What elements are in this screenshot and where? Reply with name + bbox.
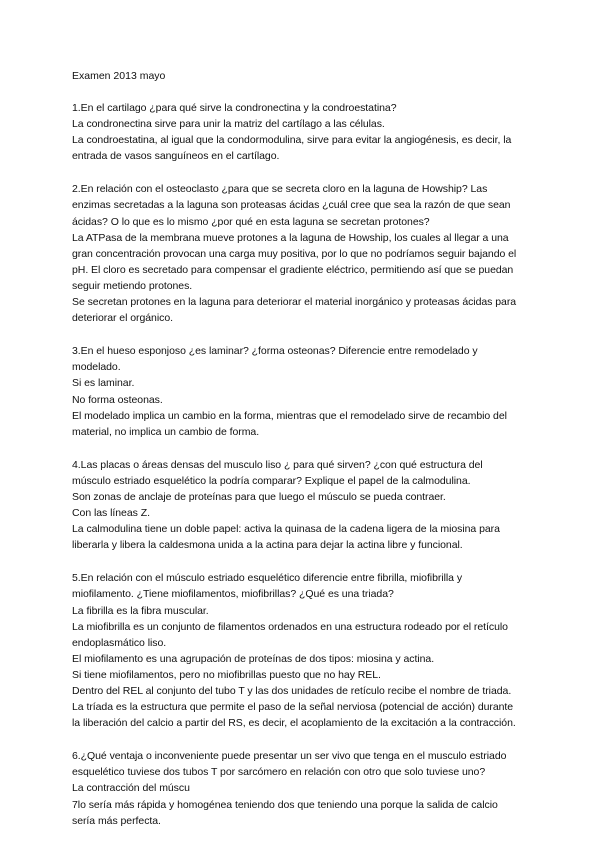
answer-text-line: pH. El cloro es secretado para compensar el gradiente eléctrico, permitiendo así que se puedan xyxy=(72,263,514,276)
question-text-line: 6.¿Qué ventaja o inconveniente puede presentar un ser vivo que tenga en el musculo estriado xyxy=(72,750,507,763)
answer-text-line: liberarla y libera la caldesmona unida a la actina para dejar la actina libre y funcional. xyxy=(72,539,463,552)
answer-text-line: Si tiene miofilamentos, pero no miofibrillas puesto que no hay REL. xyxy=(72,668,381,681)
answer-text-line: músculo estriado esquelético la podría comparar? Explique el papel de la calmodulina. xyxy=(72,474,471,487)
answer-text-line: Con las líneas Z. xyxy=(72,507,150,520)
question-block xyxy=(72,570,532,731)
answer-text-line: La condroestatina, al igual que la condormodulina, sirve para evitar la angiogénesis, es decir, la xyxy=(72,134,512,147)
question-block xyxy=(72,457,532,554)
answer-text-line: Dentro del REL al conjunto del tubo T y las dos unidades de retículo recibe el nombre de triada. xyxy=(72,685,512,697)
question-block xyxy=(72,100,532,164)
answer-text-line: La tríada es la estructura que permite el paso de la señal nerviosa (potencial de acción) durante xyxy=(72,701,514,714)
question-list xyxy=(72,100,532,829)
answer-text-line: La miofibrilla es un conjunto de filamentos ordenados en una estructura rodeado por el retículo xyxy=(72,620,508,633)
answer-text-line: modelado. xyxy=(72,361,121,374)
answer-text-line: miofilamento. ¿Tiene miofilamentos, miofibrillas? ¿Qué es una triada? xyxy=(72,588,394,601)
answer-text-line: entrada de vasos sanguíneos en el cartílago. xyxy=(72,150,280,163)
document-title: Examen 2013 mayo xyxy=(72,70,166,82)
answer-text-line: gran concentración provocan una carga muy positiva, por lo que no podríamos seguir bajando el xyxy=(72,247,517,260)
answer-text-line: La fibrilla es la fibra muscular. xyxy=(72,604,209,617)
question-block xyxy=(72,343,532,440)
answer-text-line: 7lo sería más rápida y homogénea teniendo dos que teniendo una porque la salida de calcio xyxy=(72,798,498,811)
answer-text-line: La condronectina sirve para unir la matriz del cartílago a las células. xyxy=(72,118,385,131)
answer-text-line: endoplasmático liso. xyxy=(72,636,167,649)
question-text-line: 2.En relación con el osteoclasto ¿para que se secreta cloro en la laguna de Howship? Las xyxy=(72,183,488,196)
answer-text-line: seguir metiendo protones. xyxy=(72,279,193,292)
question-block xyxy=(72,181,532,326)
question-block xyxy=(72,748,532,828)
answer-text-line: Si es laminar. xyxy=(72,377,135,390)
answer-text-line: La contracción del múscu xyxy=(72,782,190,795)
question-text-line: 5.En relación con el músculo estriado esquelético diferencie entre fibrilla, miofibrilla y xyxy=(72,572,463,585)
answer-text-line: Se secretan protones en la laguna para deteriorar el material inorgánico y proteasas ácidas para xyxy=(72,296,517,309)
answer-text-line: La ATPasa de la membrana mueve protones a la laguna de Howship, los cuales al llegar a una xyxy=(72,231,509,244)
answer-text-line: La calmodulina tiene un doble papel: activa la quinasa de la cadena ligera de la miosina para xyxy=(72,523,500,536)
answer-text-line: la liberación del calcio a partir del RS, es decir, el acoplamiento de la excitación a la contracción. xyxy=(72,717,516,730)
document-body xyxy=(72,68,532,846)
answer-text-line: material, no implica un cambio de forma. xyxy=(72,425,260,438)
answer-text-line: enzimas secretadas a la laguna son proteasas ácidas ¿cuál cree que sea la razón de que sean xyxy=(72,199,511,212)
answer-text-line: ácidas? O lo que es lo mismo ¿por qué en esta laguna se secretan protones? xyxy=(72,215,430,228)
answer-text-line: No forma osteonas. xyxy=(72,393,163,406)
question-text-line: 1.En el cartilago ¿para qué sirve la condronectina y la condroestatina? xyxy=(72,102,397,114)
answer-text-line: sería más perfecta. xyxy=(72,814,161,827)
answer-text-line: Son zonas de anclaje de proteínas para que luego el músculo se pueda contraer. xyxy=(72,490,446,503)
answer-text-line: El miofilamento es una agrupación de proteínas de dos tipos: miosina y actina. xyxy=(72,652,435,665)
answer-text-line: deteriorar el orgánico. xyxy=(72,312,173,325)
question-text-line: 3.En el hueso esponjoso ¿es laminar? ¿forma osteonas? Diferencie entre remodelado y xyxy=(72,345,478,358)
answer-text-line: El modelado implica un cambio en la forma, mientras que el remodelado sirve de recambio del xyxy=(72,409,507,422)
answer-text-line: esquelético tuviese dos tubos T por sarcómero en relación con otro que solo tuviese uno? xyxy=(72,766,486,779)
question-text-line: 4.Las placas o áreas densas del musculo liso ¿ para qué sirven? ¿con qué estructura del xyxy=(72,458,483,471)
